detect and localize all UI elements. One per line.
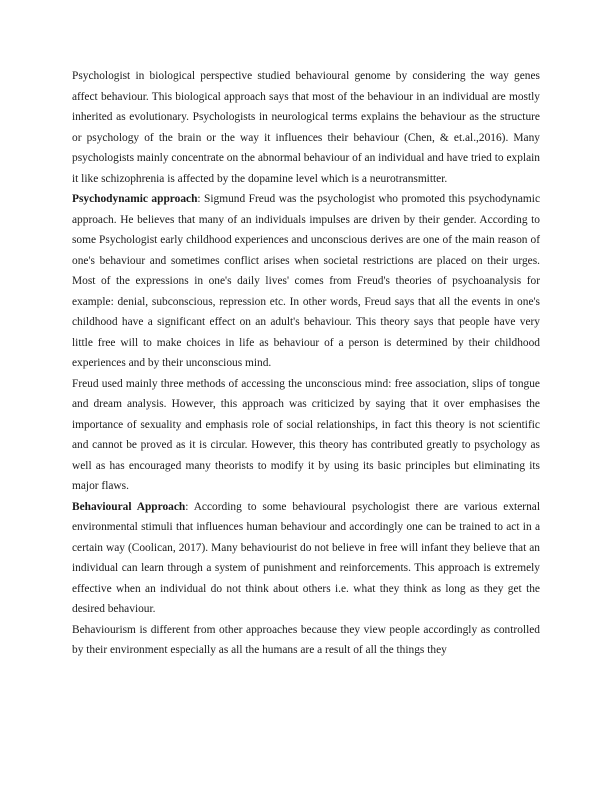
section-heading-psychodynamic: Psychodynamic approach — [72, 193, 198, 205]
paragraph-biological — [72, 66, 540, 189]
paragraph-behaviourism — [72, 620, 540, 661]
paragraph-text: Behaviourism is different from other approaches because they view people accordingly as controlled by their environment especially as all the humans are a result of all the things they — [72, 623, 540, 656]
section-heading-behavioural: Behavioural Approach — [72, 500, 186, 513]
paragraph-behavioural — [72, 497, 540, 620]
paragraph-text: : According to some behavioural psychologist there are various external environmental stimuli that influences human behaviour and accordingly one can be trained to act in a certain way (Coolican, 2017). Many behaviourist do not believe in free will infant they believe that an individual can learn through a system of punishment and reinforcements. This approach is extremely effective when an individual do not think about others i.e. what they think as long as they get the desired behaviour. — [72, 500, 540, 615]
paragraph-freud-methods — [72, 374, 540, 497]
paragraph-text: Freud used mainly three methods of accessing the unconscious mind: free association, slips of tongue and dream analysis. However, this approach was criticized by saying that it over emphasises the importance of sexuality and emphasis role of social relationships, in fact this theory is not scientific and cannot be proved as it is circular. However, this theory has contributed greatly to psychology as well as has encouraged many theorists to modify it by using its basic principles but eliminating its major flaws. — [72, 377, 540, 492]
paragraph-text: Psychologist in biological perspective studied behavioural genome by considering the way genes affect behaviour. This biological approach says that most of the behaviour in an individual are mostly inherited as evolutionary. Psychologists in neurological terms explains the behaviour as the structure or psychology of the brain or the way it influences their behaviour (Chen, & et.al.,2016). Many psychologists mainly concentrate on the abnormal behaviour of an individual and have tried to explain it like schizophrenia is affected by the dopamine level which is a neurotransmitter. — [72, 70, 540, 185]
document-body — [72, 66, 540, 661]
paragraph-psychodynamic — [72, 189, 540, 374]
paragraph-text: : Sigmund Freud was the psychologist who promoted this psychodynamic approach. He believes that many of an individuals impulses are driven by their gender. According to some Psychologist early childhood experiences and unconscious derives are one of the main reason of one's behaviour and sometimes conflict arises when societal restrictions are placed on their urges. Most of the expressions in one's daily lives' comes from Freud's theories of psychoanalysis for example: denial, subconscious, repression etc. In other words, Freud says that all the events in one's childhood have a significant effect on an adult's behaviour. This theory says that people have very little free will to make choices in life as behaviour of a person is determined by their childhood experiences and by their unconscious mind. — [72, 193, 540, 369]
